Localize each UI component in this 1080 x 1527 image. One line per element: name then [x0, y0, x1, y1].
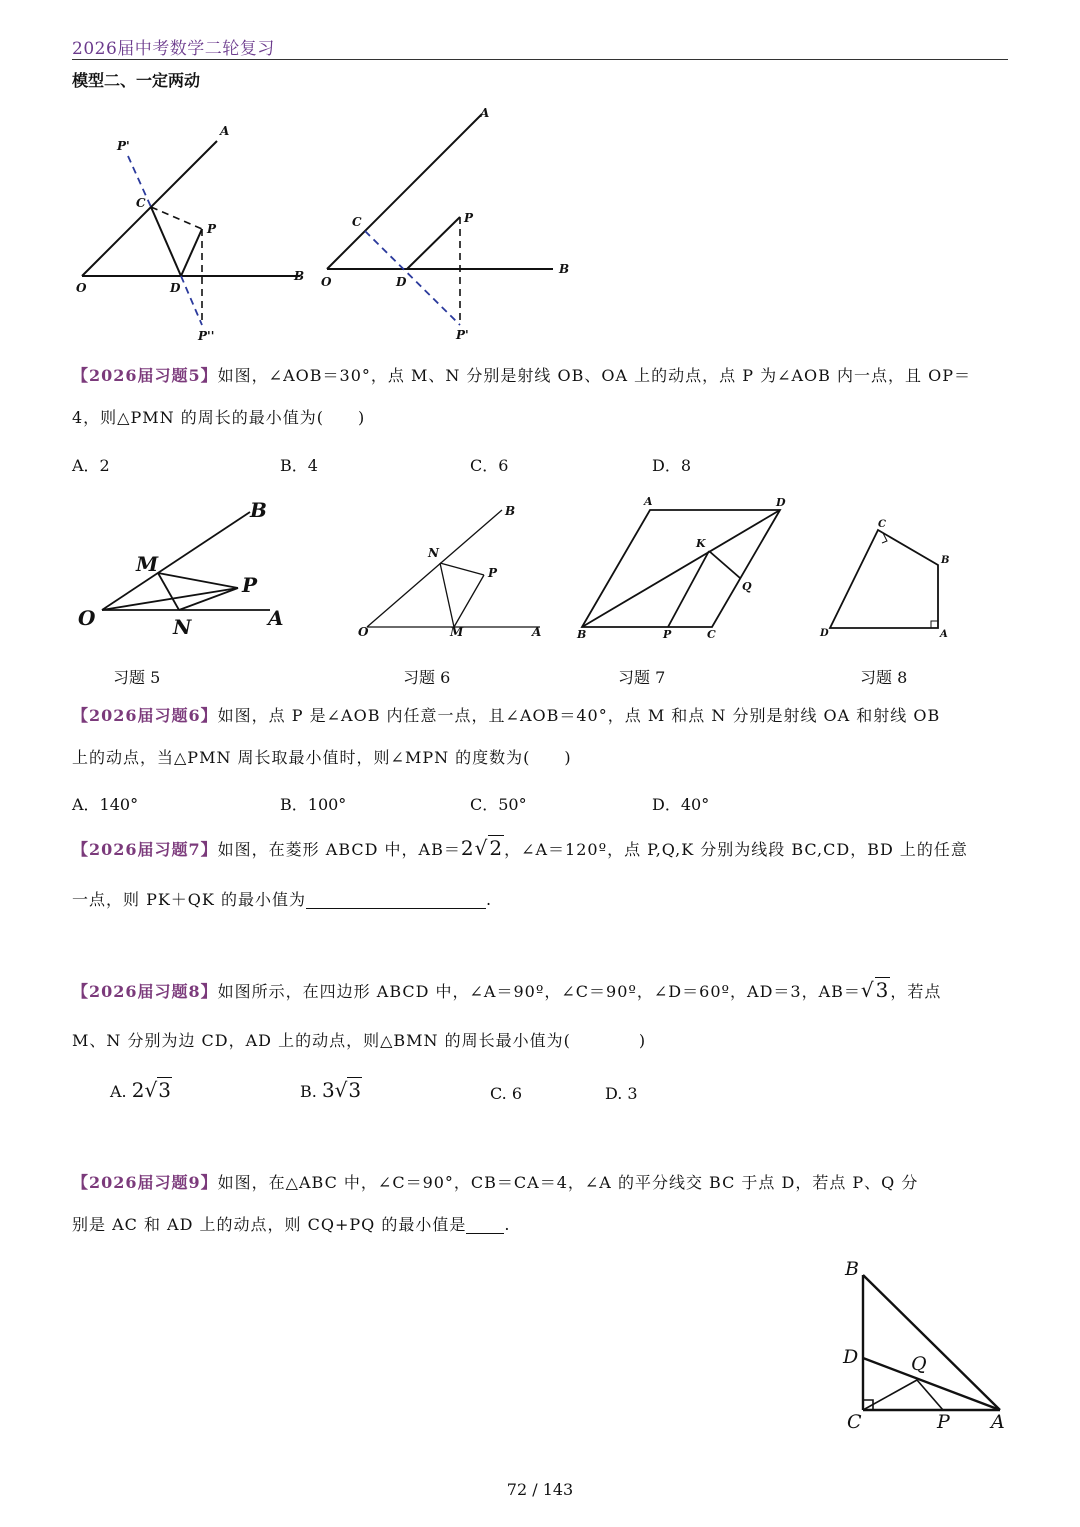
figure-9: [835, 1250, 1020, 1440]
model-figure-2: [310, 95, 590, 350]
q7-radicand: 2: [489, 836, 504, 860]
label-d: D: [776, 496, 786, 509]
q8-option-b-value: 3√3: [321, 1078, 362, 1102]
label-c: C: [352, 215, 362, 229]
q7-line2: [72, 892, 492, 909]
label-c: C: [847, 1411, 862, 1433]
label-q: Q: [742, 580, 752, 593]
q5-option-c: C．6: [470, 456, 509, 475]
q5-option-b: B．4: [280, 456, 318, 475]
label-m: M: [450, 625, 464, 639]
page-number: 72 / 143: [506, 1480, 574, 1499]
label-a: A: [532, 625, 542, 639]
label-b: B: [250, 498, 267, 522]
q7-line1: [72, 838, 968, 858]
label-a: A: [991, 1411, 1005, 1433]
q6-text-1: 如图，点 P 是∠AOB 内任意一点，且∠AOB＝40°，点 M 和点 N 分别是射线 OA 和射线 OB: [217, 706, 941, 725]
figure-7-caption: 习题 7: [618, 668, 666, 687]
label-p: P: [937, 1411, 950, 1433]
q5-tag: 【2026届习题5】: [72, 366, 218, 385]
q6-option-a: A．140°: [72, 795, 139, 814]
q8-radicand: 3: [875, 978, 890, 1002]
q7-ab-value: 2√2: [460, 836, 504, 860]
header-title: 2026届中考数学二轮复习: [72, 39, 275, 59]
label-o: O: [78, 606, 96, 630]
q8-tag: 【2026届习题8】: [72, 982, 218, 1001]
q8-option-a: [110, 1078, 172, 1102]
label-c: C: [707, 628, 716, 641]
q9-text-2a: 别是 AC 和 AD 上的动点，则 CQ+PQ 的最小值是: [72, 1215, 467, 1234]
q5-line1: [72, 368, 971, 384]
label-b: B: [941, 555, 950, 566]
q9-line2: [72, 1217, 510, 1234]
q5-option-a: A．2: [72, 456, 110, 475]
label-p-double-prime: P'': [198, 329, 215, 343]
q8-option-a-coef: 2: [131, 1078, 145, 1102]
label-o: O: [358, 625, 369, 639]
q8-option-a-prefix: A.: [110, 1082, 127, 1101]
label-b: B: [294, 269, 305, 283]
q9-line1: [72, 1175, 918, 1191]
label-d: D: [396, 275, 407, 289]
q8-option-b-coef: 3: [321, 1078, 335, 1102]
q5-option-d: D．8: [652, 456, 692, 475]
label-p-prime: P': [456, 328, 469, 342]
q9-text-1: 如图，在△ABC 中，∠C＝90°，CB＝CA＝4，∠A 的平分线交 BC 于点 D，若点 P、Q 分: [217, 1173, 919, 1192]
q8-text-1a: 如图所示，在四边形 ABCD 中，∠A＝90º，∠C＝90º，∠D＝60º，AD＝3，AB＝: [217, 982, 861, 1001]
q7-text-1b: ，∠A＝120º，点 P,Q,K 分别为线段 BC,CD，BD 上的任意: [504, 840, 968, 859]
label-d: D: [843, 1346, 859, 1368]
figure-8: [810, 510, 960, 645]
label-b: B: [845, 1258, 859, 1280]
q6-option-c: C．50°: [470, 795, 527, 814]
q8-option-b: [300, 1078, 362, 1102]
q6-option-d: D．40°: [652, 795, 710, 814]
label-a: A: [480, 106, 490, 120]
label-c: C: [136, 196, 146, 210]
label-p: P: [207, 222, 217, 236]
q7-tag: 【2026届习题7】: [72, 840, 218, 859]
label-p: P: [663, 628, 672, 641]
label-n: N: [173, 615, 192, 639]
label-q: Q: [911, 1353, 927, 1375]
q6-line1: [72, 708, 940, 724]
q8-option-a-radicand: 3: [158, 1078, 171, 1102]
q7-text-2b: .: [485, 890, 493, 909]
q8-option-c: C. 6: [490, 1084, 523, 1103]
label-p-prime: P': [117, 139, 130, 153]
q6-line2: 上的动点，当△PMN 周长取最小值时，则∠MPN 的度数为( ): [72, 748, 572, 767]
q8-line1: [72, 980, 941, 1000]
label-p: P: [488, 566, 498, 580]
figure-6-caption: 习题 6: [403, 668, 451, 687]
q8-text-1b: ，若点: [890, 982, 942, 1001]
q5-line2: 4，则△PMN 的周长的最小值为( ): [72, 408, 366, 427]
q8-line2: M、N 分别为边 CD，AD 上的动点，则△BMN 的周长最小值为( ): [72, 1031, 647, 1050]
label-o: O: [76, 281, 87, 295]
q9-answer-blank[interactable]: [466, 1217, 504, 1234]
label-b: B: [577, 628, 587, 641]
label-k: K: [696, 537, 706, 550]
label-c: C: [878, 519, 886, 530]
label-a: A: [644, 495, 653, 508]
label-p: P: [464, 211, 474, 225]
q7-text-2a: 一点，则 PK＋QK 的最小值为: [72, 890, 306, 909]
label-o: O: [321, 275, 332, 289]
q7-answer-blank[interactable]: [306, 892, 486, 909]
label-b: B: [505, 504, 516, 518]
q8-ab-value: √3: [860, 978, 890, 1002]
figure-6: [350, 495, 550, 645]
q9-text-2b: .: [504, 1215, 511, 1234]
figure-7: [570, 490, 800, 645]
q6-option-b: B．100°: [280, 795, 347, 814]
header-rule: [72, 59, 1008, 60]
label-m: M: [136, 552, 159, 576]
label-n: N: [428, 546, 439, 560]
model-figure-1: [60, 110, 320, 345]
label-a: A: [940, 629, 948, 640]
q7-text-1a: 如图，在菱形 ABCD 中，AB＝: [217, 840, 461, 859]
figure-5-caption: 习题 5: [113, 668, 161, 687]
q8-option-b-radicand: 3: [348, 1078, 362, 1102]
label-a: A: [268, 606, 284, 630]
q7-coef: 2: [460, 836, 475, 860]
label-d: D: [170, 281, 181, 295]
section-title: 模型二、一定两动: [72, 71, 201, 90]
figure-5: [70, 495, 300, 640]
label-d: D: [820, 628, 829, 639]
q5-text-1: 如图，∠AOB＝30°，点 M、N 分别是射线 OB、OA 上的动点，点 P 为∠AOB 内一点，且 OP＝: [217, 366, 971, 385]
q8-option-b-prefix: B.: [300, 1082, 317, 1101]
label-a: A: [220, 124, 230, 138]
q8-option-d: D. 3: [605, 1084, 638, 1103]
q8-option-a-value: 2√3: [131, 1078, 171, 1102]
q9-tag: 【2026届习题9】: [72, 1173, 218, 1192]
q6-tag: 【2026届习题6】: [72, 706, 218, 725]
figure-8-caption: 习题 8: [860, 668, 908, 687]
label-b: B: [559, 262, 570, 276]
label-p: P: [242, 573, 258, 597]
